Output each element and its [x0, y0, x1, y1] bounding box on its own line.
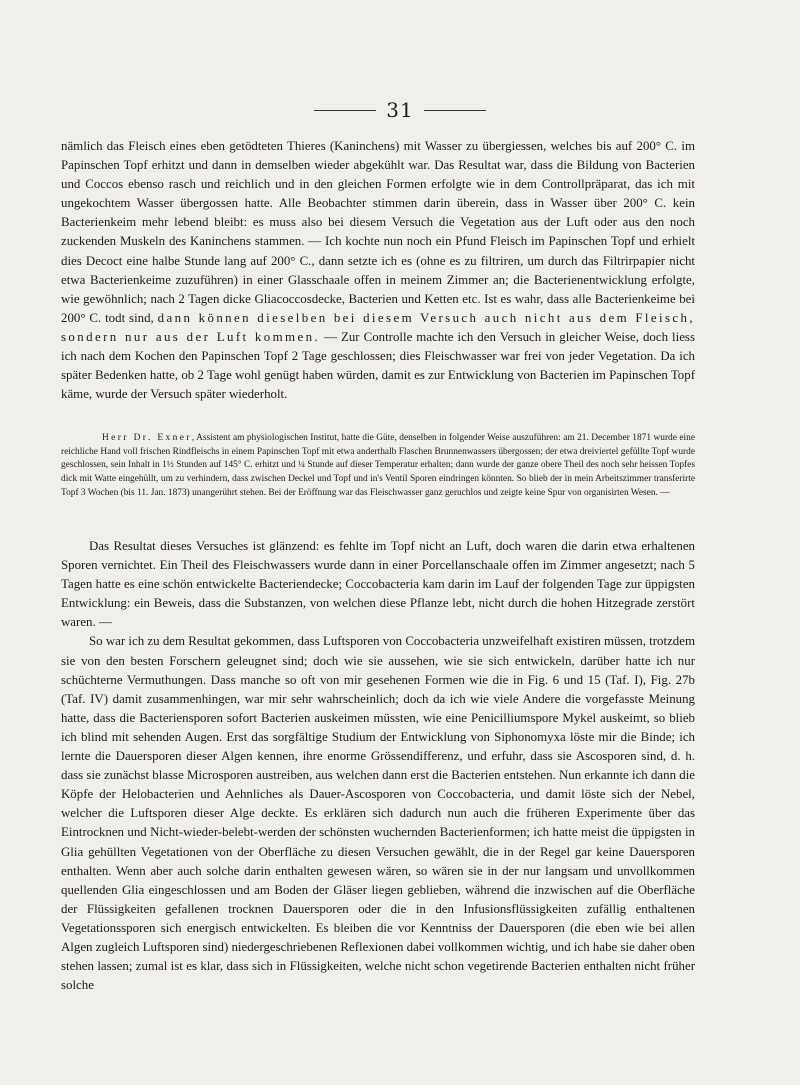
- page-number: 31: [386, 98, 414, 122]
- header-rule-right: [424, 110, 486, 111]
- paragraphs-body: [61, 537, 695, 995]
- footnote-name: Herr Dr. Exner: [102, 433, 192, 443]
- footnote-text: , Assistent am physiologischen Institut, hatte die Güte, denselben in folgender Weise auszuführen: am 21. December 1871 wurde eine reichliche Hand voll frischen Rindfleischs in einem Papinschen Topf mit etwa anderthalb Flaschen Brunnenwassers übergossen; der etwa dreiviertel gefüllte Topf wurde geschlossen, sein Inhalt in 1½ Stunden auf 145° C. erhitzt und ¼ Stunde auf dieser Temperatur erhalten; dann wurde der ganze obere Theil des noch sehr heissen Topfes dick mit Watte eingehüllt, um zu verhindern, dass zwischen Deckel und Topf und in's Ventil Sporen eindringen könnten. So blieb der in mein Arbeitszimmer transferirte Topf 3 Wochen (bis 11. Jan. 1873) unangerührt stehen. Bei der Eröffnung war das Fleischwasser ganz geruchlos und zeigte keine Spur von organisirten Wesen. —: [61, 433, 695, 498]
- header-rule-left: [314, 110, 376, 111]
- paragraph-1-spaced-text: dann können dieselben bei diesem Versuch auch nicht aus dem Fleisch, sondern nur aus der Luft kommen.: [61, 310, 695, 344]
- footnote: [61, 432, 695, 501]
- paragraph-3: So war ich zu dem Resultat gekommen, dass Luftsporen von Coccobacteria unzweifelhaft existiren müssen, trotzdem sie von den besten Forschern geleugnet sind; doch wie sie aussehen, wie sie sich entwickeln, darüber hatte ich nur schüchterne Vermuthungen. Dass manche so oft von mir gesehenen Formen wie die in Fig. 6 und 15 (Taf. I), Fig. 27b (Taf. IV) damit zusammenhingen, war mir sehr wahrscheinlich; doch da ich wie viele Andere die vorgefasste Meinung hatte, dass die Bacteriensporen sofort Bacterien auskeimen müssten, wie eine Penicilliumspore Mykel auskeimt, so blieb ich blind mit sehenden Augen. Erst das sorgfältige Studium der Entwicklung von Siphonomyxa löste mir die Binde; ich lernte die Dauersporen dieser Algen kennen, ihre enorme Grössendifferenz, und erfuhr, dass sie Ascosporen sind, d. h. dass sie zunächst blasse Microsporen austreiben, aus welchen dann erst die Bacterien entstehen. Nun erkannte ich dann die Köpfe der Helobacterien und Aehnliches als Dauer-Ascosporen von Coccobacteria, und damit löste sich der Nebel, welcher die Luftsporen dieser Alge deckte. Es erklären sich dadurch nun auch die früheren Experimente über das Eintrocknen und Nicht-wieder-belebt-werden der schönsten wuchernden Bacterienformen; ich hatte meist die üppigsten in Glia gehüllten Vegetationen von der Oberfläche zu diesen Versuchen gewählt, die in der Regel gar keine Dauersporen enthalten. Wenn aber auch solche darin enthalten gewesen wären, so wären sie in der nur langsam und unvollkommen quellenden Glia eingeschlossen und am Boden der Gläser liegen geblieben, während die inzwischen auf die Oberfläche der Flüssigkeiten gefallenen trocknen Dauersporen oder die in den Infusionsflüssigkeiten zufällig enthaltenen Vegetationssporen sich energisch entwickelten. Es bleiben die vor Kenntniss der Dauersporen (die eben wie bei allen Algen zugleich Luftsporen sind) niedergeschriebenen Reflexionen dabei vollkommen wichtig, und ich habe sie daher oben stehen lassen; zumal ist es klar, dass sich in Flüssigkeiten, welche nicht schon vegetirende Bacterien enthalten nicht früher solche: [61, 634, 695, 993]
- paragraph-1: [61, 137, 695, 404]
- paragraph-1-text-a: nämlich das Fleisch eines eben getödteten Thieres (Kaninchens) mit Wasser zu übergiessen, welches bis auf 200° C. im Papinschen Topf erhitzt und dann in demselben wieder abgekühlt war. Das Resultat war, dass die Bildung von Bacterien und Coccos ebenso rasch und reichlich und in den gleichen Formen erfolgte wie in dem Controllpräparat, das ich mit ungekochtem Wasser übergossen hatte. Alle Beobachter stimmen darin überein, dass in Wasser über 200° C. kein Bacterienkeim mehr lebend bleibt: es muss also bei diesem Versuch die Vegetation aus der Luft oder aus den noch zuckenden Muskeln des Kaninchens stammen. — Ich kochte nun noch ein Pfund Fleisch im Papinschen Topf und erhielt dies Decoct eine halbe Stunde lang auf 200° C., dann setzte ich es (ohne es zu filtriren, um durch das Filtrirpapier nicht etwa Bacterienkeime zuzuführen) in einer Glasschaale offen in meinem Zimmer an; die Bacterienentwicklung erfolgte, wie gewöhnlich; nach 2 Tagen dicke Gliacoccosdecke, Bacterien und Ketten etc. Ist es wahr, dass alle Bacterienkeime bei 200° C. todt sind,: [61, 139, 695, 325]
- paragraph-1-text-b: — Zur Controlle machte ich den Versuch in gleicher Weise, doch liess ich nach dem Kochen den Papinschen Topf 2 Tage geschlossen; dies Fleischwasser war frei von jeder Vegetation. Da ich später Bedenken hatte, ob 2 Tage wohl genügt haben würden, damit es zur Entwicklung von Bacterien im Papinschen Topf käme, wurde der Versuch später wiederholt.: [61, 329, 695, 402]
- paragraph-2: Das Resultat dieses Versuches ist glänzend: es fehlte im Topf nicht an Luft, doch waren die darin etwa erhaltenen Sporen vernichtet. Ein Theil des Fleischwassers wurde dann in einer Porcellanschaale offen im Zimmer angesetzt; nach 5 Tagen hatte es eine schön entwickelte Bacteriendecke; Coccobacteria kam darin im Lauf der folgenden Tage zur üppigsten Entwicklung: ein Beweis, dass die Substanzen, von welchen diese Pflanze lebt, nicht durch die hohen Hitzegrade zerstört waren. —: [61, 539, 695, 630]
- page-header: [0, 98, 800, 122]
